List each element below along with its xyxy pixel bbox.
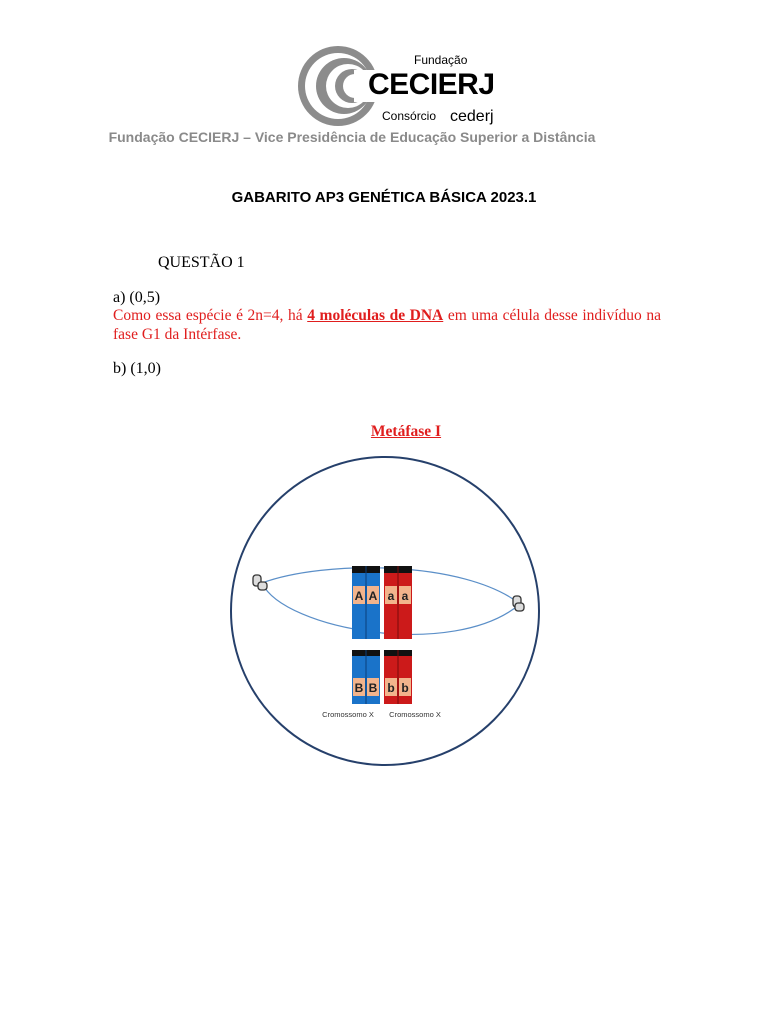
answer-a-part1: Como essa espécie é 2n=4, há (113, 307, 308, 324)
allele-bottom-right-1: b (387, 681, 395, 695)
allele-bottom-left-2: B (368, 681, 378, 695)
chromosome-label-right: Cromossomo X (389, 710, 441, 719)
logo-brand: CECIERJ (368, 68, 495, 101)
logo-top-text: Fundação (414, 53, 468, 67)
allele-top-left-1: A (354, 589, 364, 603)
allele-top-right-1: a (387, 589, 395, 603)
allele-bottom-left-1: B (354, 681, 364, 695)
chromosome-top-right-red (384, 566, 412, 639)
chromosome-label-left: Cromossomo X (322, 710, 374, 719)
allele-top-left-2: A (368, 589, 378, 603)
institution-line: Fundação CECIERJ – Vice Presidência de Educação Superior a Distância (108, 129, 596, 145)
item-b-label: b) (1,0) (113, 360, 161, 377)
question-label: QUESTÃO 1 (158, 254, 245, 271)
answer-a-text (113, 306, 661, 344)
chromosome-bottom-left-blue (352, 650, 380, 704)
answer-a-highlight: 4 moléculas de DNA (307, 307, 444, 324)
allele-bottom-right-2: b (401, 681, 409, 695)
document-title: GABARITO AP3 GENÉTICA BÁSICA 2023.1 (231, 189, 537, 206)
chromosome-bottom-right-red (384, 650, 412, 704)
cecierj-logo (294, 44, 516, 128)
figure-title: Metáfase I (370, 423, 442, 440)
item-a-label: a) (0,5) (113, 289, 161, 306)
answer-a-part2: em uma célula desse indivíduo na fase G1 da Intérfase. (113, 307, 662, 343)
logo-consorcio: Consórcio (382, 109, 437, 123)
metaphase-diagram (224, 450, 544, 770)
allele-top-right-2: a (401, 589, 409, 603)
chromosome-top-left-blue (352, 566, 380, 639)
logo-cederj: cederj (450, 108, 494, 125)
